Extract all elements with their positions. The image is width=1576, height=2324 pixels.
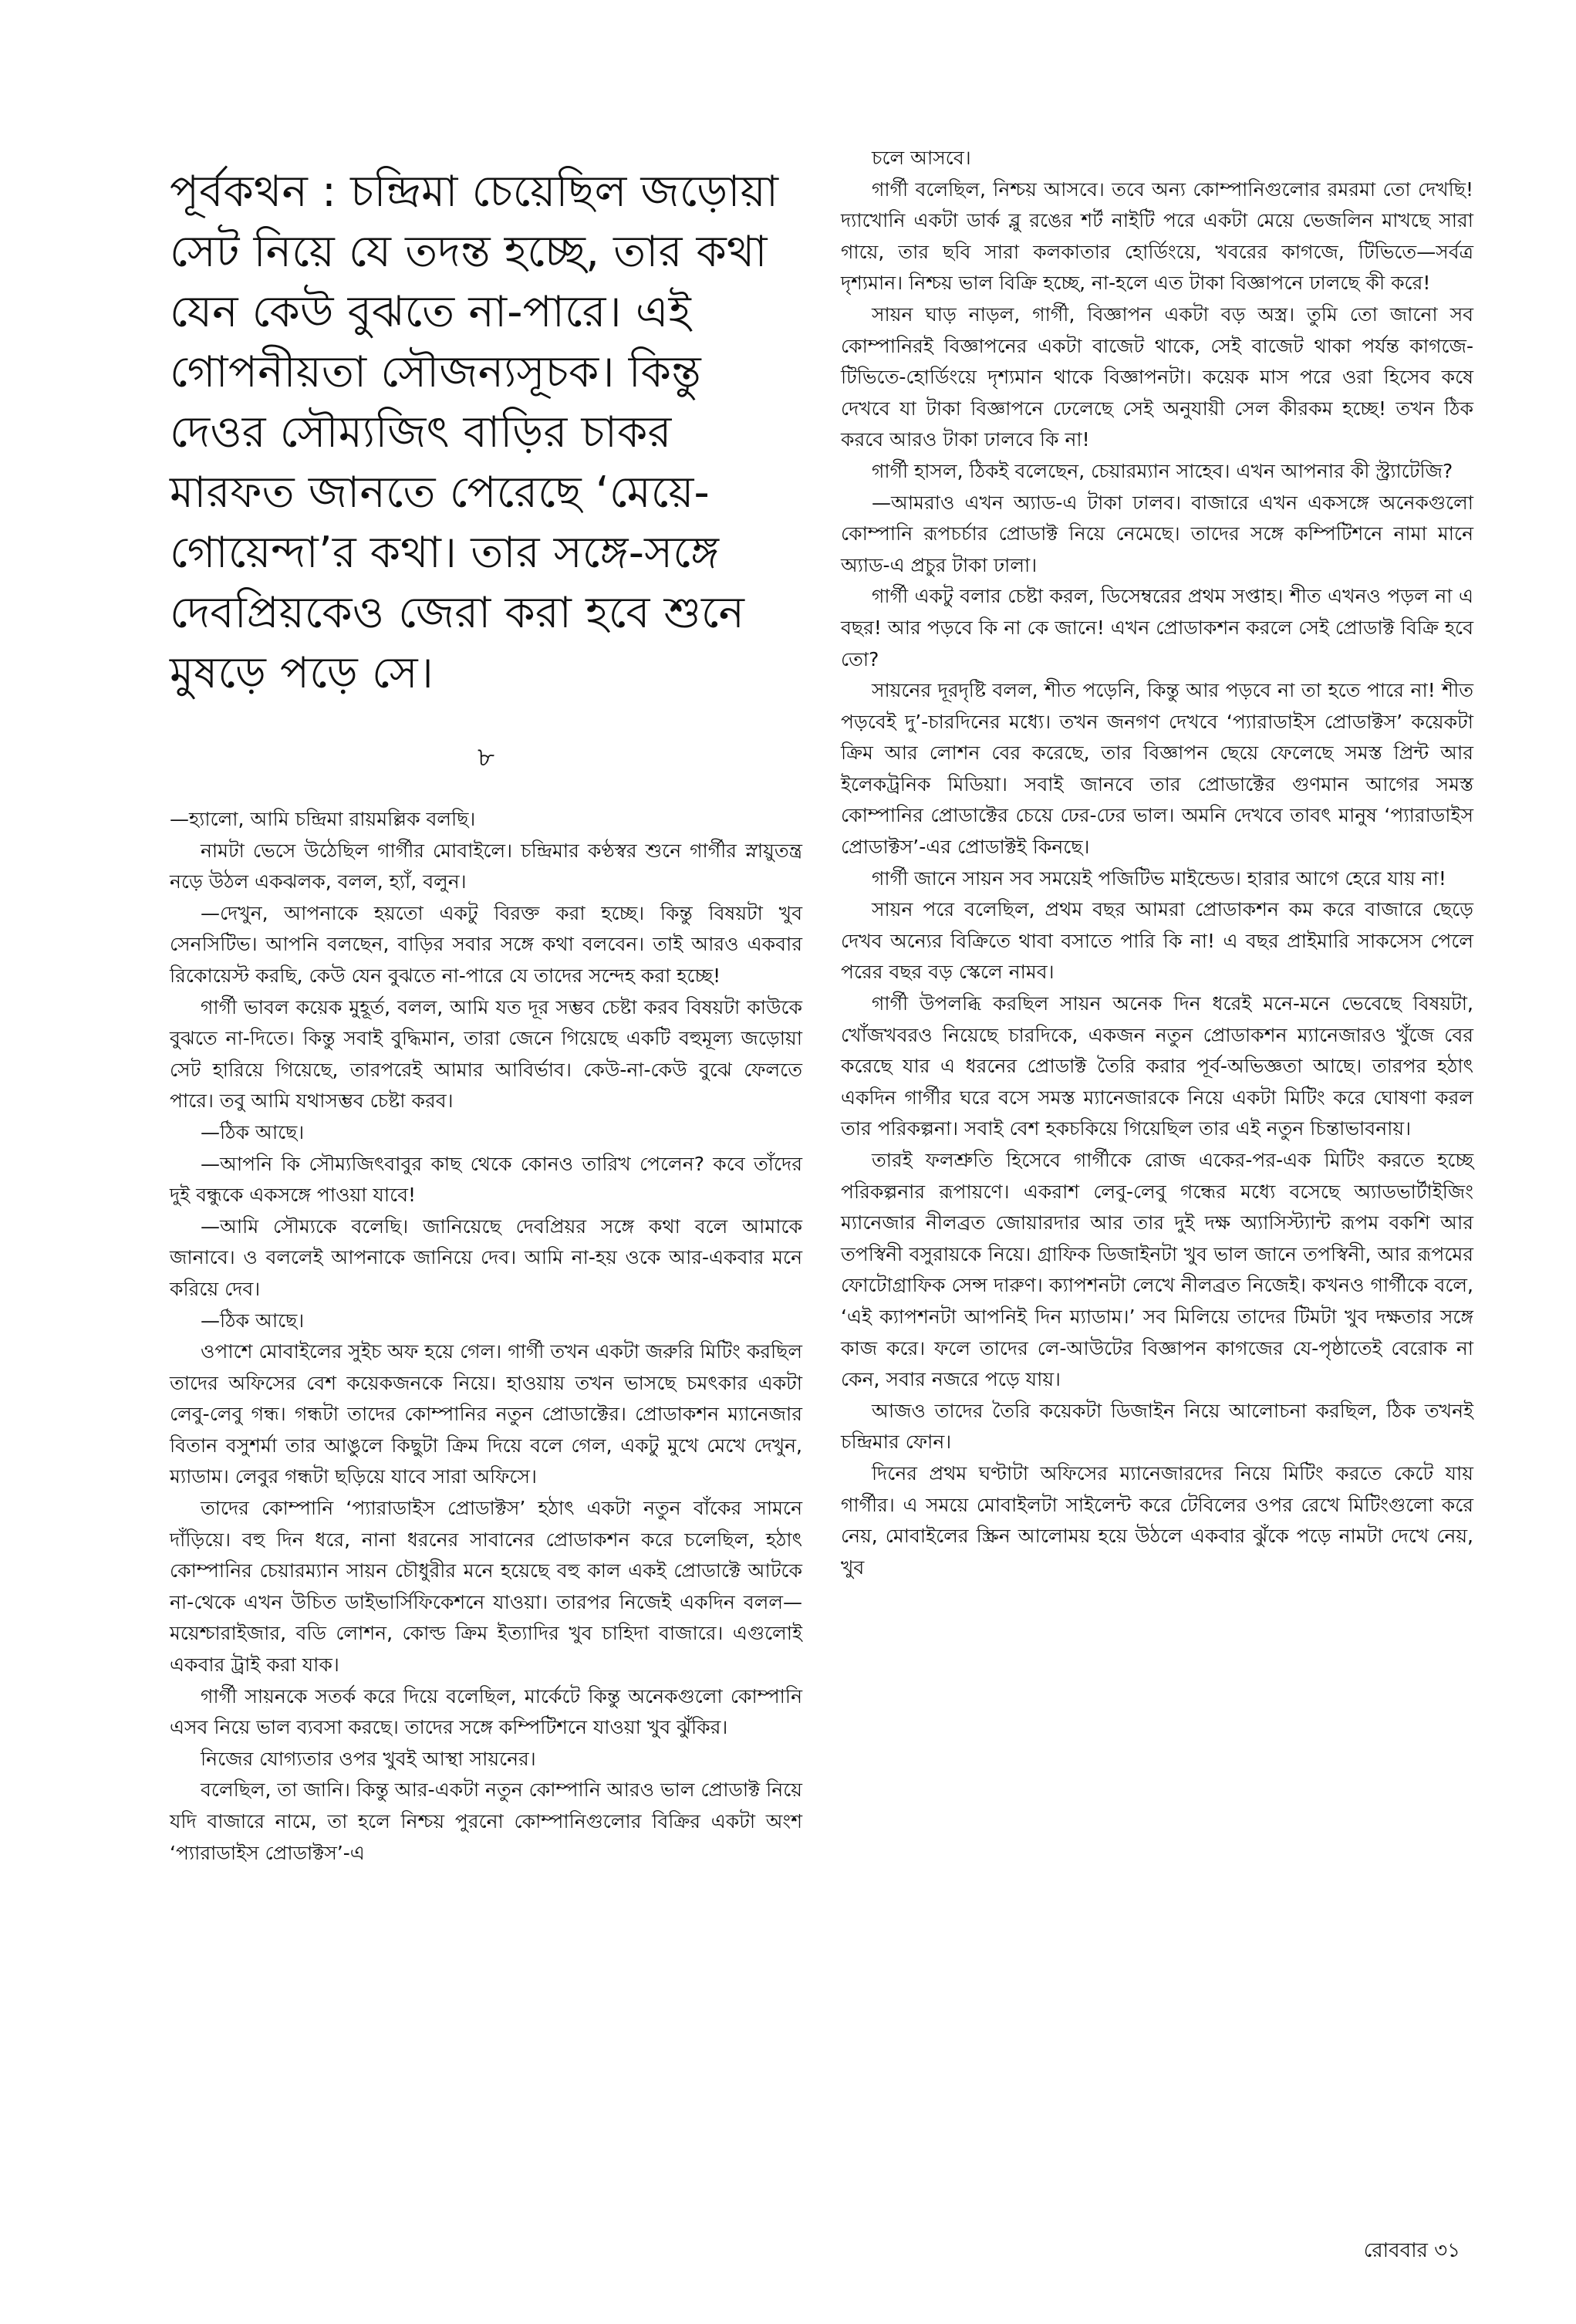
paragraph: গার্গী উপলব্ধি করছিল সায়ন অনেক দিন ধরেই মনে-মনে ভেবেছে বিষয়টা, খোঁজখবরও নিয়েছে চারদিকে, একজন নতুন প্রোডাকশন ম্যানেজারও খুঁজে বের করেছে যার এ ধরনের প্রোডাক্ট তৈরি করার পূর্ব-অভিজ্ঞতা আছে। তারপর হঠাৎ একদিন গার্গীর ঘরে বসে সমস্ত ম্যানেজারকে নিয়ে একটা মিটিং করে ঘোষণা করল তার পরিকল্পনা। সবাই বেশ হকচকিয়ে গিয়েছিল তার এই নতুন চিন্তাভাবনায়। <box>841 992 1473 1140</box>
paragraph: সায়ন পরে বলেছিল, প্রথম বছর আমরা প্রোডাকশন কম করে বাজারে ছেড়ে দেখব অন্যের বিক্রিতে থাবা বসাতে পারি কি না! এ বছর প্রাইমারি সাকসেস পেলে পরের বছর বড় স্কেলে নামব। <box>841 898 1473 984</box>
paragraph: সায়ন ঘাড় নাড়ল, গার্গী, বিজ্ঞাপন একটা বড় অস্ত্র। তুমি তো জানো সব কোম্পানিরই বিজ্ঞাপনের একটা বাজেট থাকে, সেই বাজেট থাকা পর্যন্ত কাগজে-টিভিতে-হোর্ডিংয়ে দৃশ্যমান থাকে বিজ্ঞাপনটা। কয়েক মাস পরে ওরা হিসেব কষে দেখবে যা টাকা বিজ্ঞাপনে ঢেলেছে সেই অনুযায়ী সেল কীরকম হচ্ছে! তখন ঠিক করবে আরও টাকা ঢালবে কি না! <box>841 302 1473 451</box>
chapter-number: ৮ <box>477 742 495 773</box>
paragraph: গার্গী হাসল, ঠিকই বলেছেন, চেয়ারম্যান সাহেব। এখন আপনার কী স্ট্র্যাটেজি? <box>872 459 1453 482</box>
paragraph: গার্গী বলেছিল, নিশ্চয় আসবে। তবে অন্য কোম্পানিগুলোর রমরমা তো দেখছি! দ্যাখোনি একটা ডার্ক ব্লু রঙের শর্ট নাইটি পরে একটা মেয়ে ভেজলিন মাখছে সারা গায়ে, তার ছবি সারা কলকাতার হোর্ডিংয়ে, খবরের কাগজে, টিভিতে—সর্বত্র দৃশ্যমান। নিশ্চয় ভাল বিক্রি হচ্ছে, না-হলে এত টাকা বিজ্ঞাপনে ঢালছে কী করে! <box>841 177 1473 295</box>
left-column <box>170 154 802 1869</box>
paragraph: —ঠিক আছে। <box>201 1309 305 1332</box>
paragraph: দিনের প্রথম ঘণ্টাটা অফিসের ম্যানেজারদের নিয়ে মিটিং করতে কেটে যায় গার্গীর। এ সময়ে মোবাইলটা সাইলেন্ট করে টেবিলের ওপর রেখে মিটিংগুলো করে নেয়, মোবাইলের স্ক্রিন আলোময় হয়ে উঠলে একবার ঝুঁকে পড়ে নামটা দেখে নেয়, খুব <box>841 1461 1473 1579</box>
paragraph: —আমরাও এখন অ্যাড-এ টাকা ঢালব। বাজারে এখন একসঙ্গে অনেকগুলো কোম্পানি রূপচর্চার প্রোডাক্ট নিয়ে নেমেছে। তাদের সঙ্গে কম্পিটিশনে নামা মানে অ্যাড-এ প্রচুর টাকা ঢালা। <box>841 491 1473 576</box>
paragraph: সায়নের দূরদৃষ্টি বলল, শীত পড়েনি, কিন্তু আর পড়বে না তা হতে পারে না! শীত পড়বেই দু’-চারদিনের মধ্যে। তখন জনগণ দেখবে ‘প্যারাডাইস প্রোডাক্টস’ কয়েকটা ক্রিম আর লোশন বের করেছে, তার বিজ্ঞাপন ছেয়ে ফেলেছে সমস্ত প্রিন্ট আর ইলেকট্রনিক মিডিয়া। সবাই জানবে তার প্রোডাক্টের গুণমান আগের সমস্ত কোম্পানির প্রোডাক্টের চেয়ে ঢের-ঢের ভাল। অমনি দেখবে তাবৎ মানুষ ‘প্যারাডাইস প্রোডাক্টস’-এর প্রোডাক্টই কিনছে। <box>841 679 1473 859</box>
right-column <box>841 143 1473 1583</box>
paragraph: —আপনি কি সৌম্যজিৎবাবুর কাছ থেকে কোনও তারিখ পেলেন? কবে তাঁদের দুই বন্ধুকে একসঙ্গে পাওয়া যাবে! <box>170 1152 802 1207</box>
paragraph: চলে আসবে। <box>872 147 971 169</box>
paragraph: —হ্যালো, আমি চন্দ্রিমা রায়মল্লিক বলছি। <box>170 808 476 830</box>
paragraph: তারই ফলশ্রুতি হিসেবে গার্গীকে রোজ একের-পর-এক মিটিং করতে হচ্ছে পরিকল্পনার রূপায়ণে। একরাশ লেবু-লেবু গন্ধের মধ্যে বসেছে অ্যাডভার্টাইজিং ম্যানেজার নীলব্রত জোয়ারদার আর তার দুই দক্ষ অ্যাসিস্ট্যান্ট রূপম বকশি আর তপস্বিনী বসুরায়কে নিয়ে। গ্রাফিক ডিজাইনটা খুব ভাল জানে তপস্বিনী, আর রূপমের ফোটোগ্রাফিক সেন্স দারুণ। ক্যাপশনটা লেখে নীলব্রত নিজেই। কখনও গার্গীকে বলে, ‘এই ক্যাপশনটা আপনিই দিন ম্যাডাম।’ সব মিলিয়ে তাদের টিমটা খুব দক্ষতার সঙ্গে কাজ করে। ফলে তাদের লে-আউটের বিজ্ঞাপন কাগজের যে-পৃষ্ঠাতেই বেরোক না কেন, সবার নজরে পড়ে যায়। <box>841 1149 1473 1391</box>
paragraph: গার্গী ভাবল কয়েক মুহূর্ত, বলল, আমি যত দূর সম্ভব চেষ্টা করব বিষয়টা কাউকে বুঝতে না-দিতে। কিন্তু সবাই বুদ্ধিমান, তারা জেনে গিয়েছে একটি বহুমূল্য জড়োয়া সেট হারিয়ে গিয়েছে, তারপরেই আমার আবির্ভাব। কেউ-না-কেউ বুঝে ফেলতে পারে। তবু আমি যথাসম্ভব চেষ্টা করব। <box>170 995 802 1113</box>
paragraph: তাদের কোম্পানি ‘প্যারাডাইস প্রোডাক্টস’ হঠাৎ একটা নতুন বাঁকের সামনে দাঁড়িয়ে। বহু দিন ধরে, নানা ধরনের সাবানের প্রোডাকশন করে চলেছিল, হঠাৎ কোম্পানির চেয়ারম্যান সায়ন চৌধুরীর মনে হয়েছে বহু কাল একই প্রোডাক্টে আটকে না-থেকে এখন উচিত ডাইভার্সিফিকেশনে যাওয়া। তারপর নিজেই একদিন বলল—ময়েশ্চারাইজার, বডি লোশন, কোল্ড ক্রিম ইত্যাদির খুব চাহিদা বাজারে। এগুলোই একবার ট্রাই করা যাক। <box>170 1497 802 1677</box>
previous-summary: পূর্বকথন : চন্দ্রিমা চেয়েছিল জড়োয়া সেট নিয়ে যে তদন্ত হচ্ছে, তার কথা যেন কেউ বুঝতে না-পারে। এই গোপনীয়তা সৌজন্যসূচক। কিন্তু দেওর সৌম্যজিৎ বাড়ির চাকর মারফত জানতে পেরেছে ‘মেয়ে-গোয়েন্দা’র কথা। তার সঙ্গে-সঙ্গে দেবপ্রিয়কেও জেরা করা হবে শুনে মুষড়ে পড়ে সে। <box>170 167 779 698</box>
paragraph: —দেখুন, আপনাকে হয়তো একটু বিরক্ত করা হচ্ছে। কিন্তু বিষয়টা খুব সেনসিটিভ। আপনি বলছেন, বাড়ির সবার সঙ্গে কথা বলবেন। তাই আরও একবার রিকোয়েস্ট করছি, কেউ যেন বুঝতে না-পারে যে তাদের সন্দেহ করা হচ্ছে! <box>170 901 802 987</box>
paragraph: আজও তাদের তৈরি কয়েকটা ডিজাইন নিয়ে আলোচনা করছিল, ঠিক তখনই চন্দ্রিমার ফোন। <box>841 1399 1473 1454</box>
paragraph: ওপাশে মোবাইলের সুইচ অফ হয়ে গেল। গার্গী তখন একটা জরুরি মিটিং করছিল তাদের অফিসের বেশ কয়েকজনকে নিয়ে। হাওয়ায় তখন ভাসছে চমৎকার একটা লেবু-লেবু গন্ধ। গন্ধটা তাদের কোম্পানির নতুন প্রোডাক্টের। প্রোডাকশন ম্যানেজার বিতান বসুশর্মা তার আঙুলে কিছুটা ক্রিম দিয়ে বলে গেল, একটু মুখে মেখে দেখুন, ম্যাডাম। লেবুর গন্ধটা ছড়িয়ে যাবে সারা অফিসে। <box>170 1340 802 1488</box>
paragraph: —ঠিক আছে। <box>201 1120 305 1143</box>
paragraph: বলেছিল, তা জানি। কিন্তু আর-একটা নতুন কোম্পানি আরও ভাল প্রোডাক্ট নিয়ে যদি বাজারে নামে, তা হলে নিশ্চয় পুরনো কোম্পানিগুলোর বিক্রির একটা অংশ ‘প্যারাডাইস প্রোডাক্টস’-এ <box>170 1778 802 1864</box>
paragraph: গার্গী জানে সায়ন সব সময়েই পজিটিভ মাইন্ডেড। হারার আগে হেরে যায় না! <box>872 866 1446 890</box>
paragraph: —আমি সৌম্যকে বলেছি। জানিয়েছে দেবপ্রিয়র সঙ্গে কথা বলে আমাকে জানাবে। ও বললেই আপনাকে জানিয়ে দেব। আমি না-হয় ওকে আর-একবার মনে করিয়ে দেব। <box>170 1214 802 1300</box>
page-footer: রোববার ৩১ <box>1363 2239 1460 2262</box>
paragraph: গার্গী সায়নকে সতর্ক করে দিয়ে বলেছিল, মার্কেটে কিন্তু অনেকগুলো কোম্পানি এসব নিয়ে ভাল ব্যবসা করছে। তাদের সঙ্গে কম্পিটিশনে যাওয়া খুব ঝুঁকির। <box>170 1684 802 1739</box>
paragraph: গার্গী একটু বলার চেষ্টা করল, ডিসেম্বরের প্রথম সপ্তাহ। শীত এখনও পড়ল না এ বছর! আর পড়বে কি না কে জানে! এখন প্রোডাকশন করলে সেই প্রোডাক্ট বিক্রি হবে তো? <box>841 585 1473 671</box>
paragraph: নামটা ভেসে উঠেছিল গার্গীর মোবাইলে। চন্দ্রিমার কণ্ঠস্বর শুনে গার্গীর স্নায়ুতন্ত্র নড়ে উঠল একঝলক, বলল, হ্যাঁ, বলুন। <box>170 839 802 893</box>
paragraph: নিজের যোগ্যতার ওপর খুবই আস্থা সায়নের। <box>201 1747 536 1770</box>
